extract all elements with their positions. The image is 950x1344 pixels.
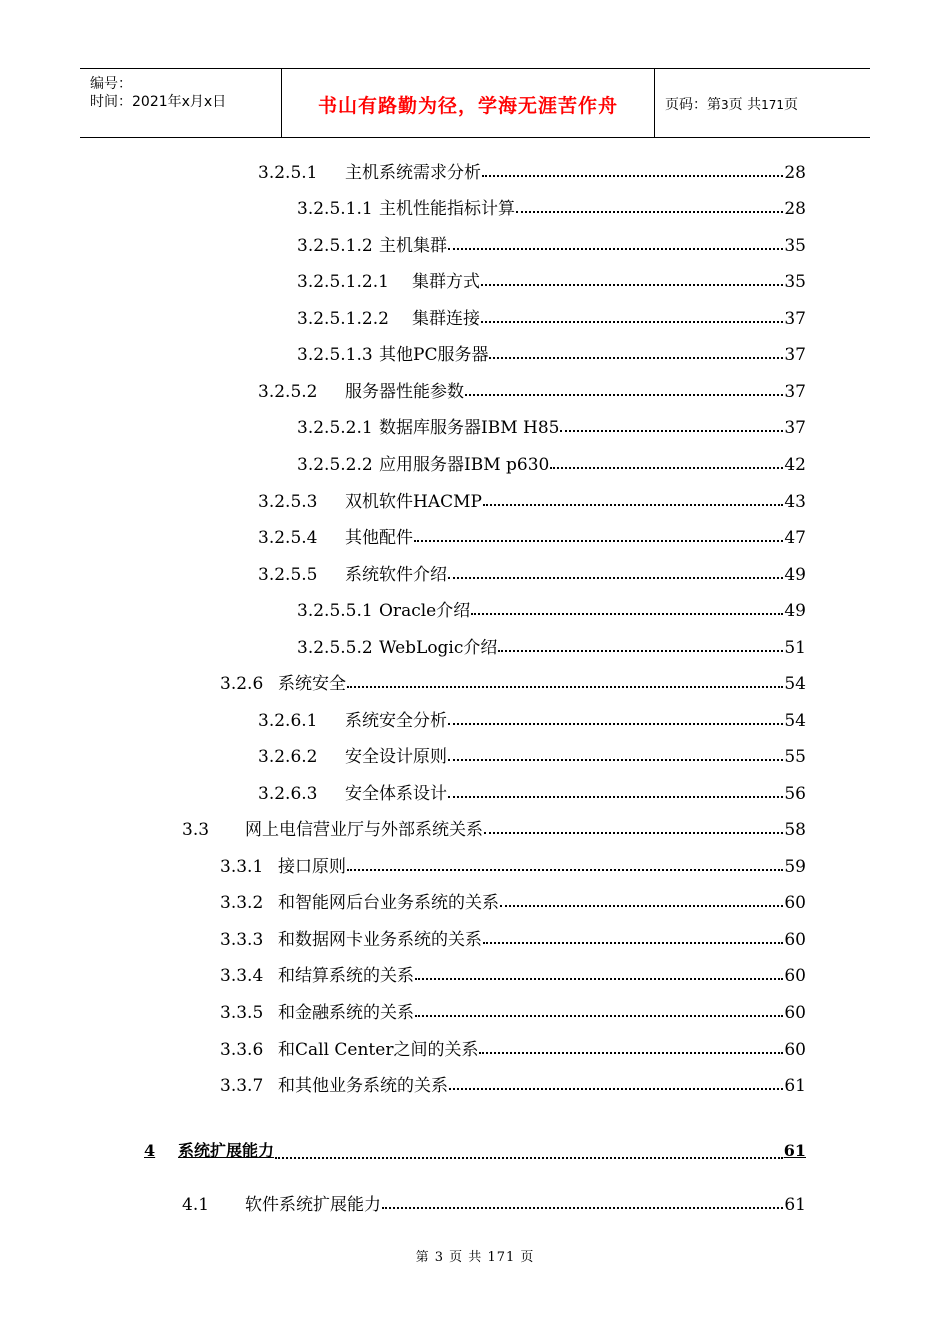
- toc-number: 3.2.5.1.2.1: [297, 272, 389, 292]
- toc-page: 42: [784, 455, 806, 475]
- toc-page: 37: [784, 309, 806, 329]
- toc-leader: [484, 832, 783, 834]
- toc-leader: [448, 796, 783, 798]
- toc-entry[interactable]: [220, 998, 806, 1024]
- footer-page: 3: [434, 1250, 445, 1265]
- toc-leader: [500, 905, 783, 907]
- toc-page: 47: [784, 528, 806, 548]
- toc-entry[interactable]: [182, 815, 806, 841]
- toc-title: 软件系统扩展能力: [245, 1195, 381, 1215]
- toc-title: Oracle介绍: [379, 601, 471, 621]
- footer-total: 171: [487, 1250, 516, 1265]
- toc-title: 和Call Center之间的关系: [278, 1040, 479, 1060]
- toc-page: 28: [784, 199, 806, 219]
- toc-leader: [414, 540, 783, 542]
- toc-number: 3.2.5.5: [258, 565, 318, 585]
- toc-entry[interactable]: [220, 961, 806, 987]
- toc-number: 3.2.6.2: [258, 747, 318, 767]
- toc-number: 3.2.5.1.2: [297, 236, 373, 256]
- toc-leader: [347, 869, 783, 871]
- toc-leader: [550, 467, 783, 469]
- toc-entry[interactable]: [220, 852, 806, 878]
- toc-entry[interactable]: [220, 1071, 806, 1097]
- toc-page: 55: [784, 747, 806, 767]
- toc-number: 3.3.1: [220, 857, 264, 877]
- toc-title: 接口原则: [278, 857, 346, 877]
- toc-page: 28: [784, 163, 806, 183]
- toc-entry[interactable]: [297, 413, 806, 439]
- toc-number: 3.3.7: [220, 1076, 264, 1096]
- page-total: 171: [761, 98, 784, 112]
- header-motto: 书山有路勤为径，学海无涯苦作舟: [317, 95, 618, 117]
- toc-leader: [481, 284, 783, 286]
- toc-leader: [448, 577, 783, 579]
- toc-title: 系统扩展能力: [178, 1141, 275, 1160]
- toc-number: 3.2.5.5.2: [297, 638, 373, 658]
- toc-leader: [448, 248, 783, 250]
- toc-leader: [489, 357, 783, 359]
- toc-number: 3.3.4: [220, 966, 264, 986]
- toc-page: 54: [784, 674, 806, 694]
- toc-title: 和数据网卡业务系统的关系: [278, 930, 482, 950]
- toc-entry[interactable]: [220, 888, 806, 914]
- toc-number: 3.2.5.4: [258, 528, 318, 548]
- toc-entry[interactable]: [258, 706, 806, 732]
- toc-number: 3.3: [182, 820, 210, 840]
- toc-entry[interactable]: [297, 450, 806, 476]
- toc-number: 3.2.5.2.2: [297, 455, 373, 475]
- toc-entry[interactable]: [182, 1190, 806, 1216]
- toc-title: 数据库服务器IBM H85: [379, 418, 560, 438]
- toc-leader: [465, 394, 783, 396]
- toc-number: 3.2.5.2.1: [297, 418, 373, 438]
- toc-page: 56: [784, 784, 806, 804]
- toc-leader: [415, 1015, 783, 1017]
- footer-prefix: 第: [415, 1250, 430, 1265]
- toc-title: 集群连接: [412, 309, 480, 329]
- toc-entry-chapter[interactable]: [144, 1138, 806, 1164]
- document-date: 时间：2021年x月x日: [90, 94, 227, 110]
- toc-page: 51: [784, 638, 806, 658]
- toc-title: 其他PC服务器: [379, 345, 489, 365]
- page-footer: [0, 1246, 950, 1265]
- toc-leader: [483, 504, 783, 506]
- toc-entry[interactable]: [297, 340, 806, 366]
- toc-page: 60: [784, 893, 806, 913]
- toc-leader: [448, 723, 783, 725]
- toc-number: 3.2.5.1.3: [297, 345, 373, 365]
- toc-page: 35: [784, 236, 806, 256]
- toc-leader: [560, 430, 783, 432]
- toc-entry[interactable]: [220, 1035, 806, 1061]
- toc-leader: [481, 321, 783, 323]
- toc-number: 3.2.6.1: [258, 711, 318, 731]
- toc-page: 59: [784, 857, 806, 877]
- toc-leader: [482, 175, 783, 177]
- toc-entry[interactable]: [297, 267, 806, 293]
- toc-page: 61: [783, 1141, 806, 1160]
- document-number-label: 编号：: [90, 76, 132, 92]
- toc-leader: [471, 613, 783, 615]
- toc-title: 系统安全分析: [345, 711, 447, 731]
- page-number: 3: [721, 98, 729, 112]
- toc-entry[interactable]: [220, 669, 806, 695]
- toc-leader: [498, 650, 783, 652]
- toc-title: 安全设计原则: [345, 747, 447, 767]
- toc-page: 60: [784, 930, 806, 950]
- toc-title: 服务器性能参数: [345, 382, 464, 402]
- toc-number: 3.2.5.5.1: [297, 601, 373, 621]
- toc-title: 和智能网后台业务系统的关系: [278, 893, 499, 913]
- toc-entry[interactable]: [297, 231, 806, 257]
- toc-title: 系统安全: [278, 674, 346, 694]
- toc-number: 4.1: [182, 1195, 210, 1215]
- toc-title: 主机系统需求分析: [345, 163, 481, 183]
- toc-number: 3.2.5.3: [258, 492, 318, 512]
- toc-leader: [275, 1157, 783, 1159]
- toc-page: 61: [784, 1076, 806, 1096]
- toc-entry[interactable]: [258, 377, 806, 403]
- toc-page: 60: [784, 1040, 806, 1060]
- footer-suffix: 页: [520, 1250, 535, 1265]
- toc-entry[interactable]: [258, 560, 806, 586]
- toc-title: 主机性能指标计算: [379, 199, 515, 219]
- toc-title: 应用服务器IBM p630: [379, 455, 550, 475]
- toc-page: 37: [784, 345, 806, 365]
- toc-number: 3.3.3: [220, 930, 264, 950]
- footer-mid: 页 共: [449, 1250, 483, 1265]
- toc-page: 37: [784, 382, 806, 402]
- toc-page: 60: [784, 966, 806, 986]
- toc-number: 3.3.6: [220, 1040, 264, 1060]
- toc-entry[interactable]: [297, 596, 806, 622]
- toc-leader: [516, 211, 783, 213]
- toc-page: 35: [784, 272, 806, 292]
- toc-entry[interactable]: [297, 633, 806, 659]
- toc-title: WebLogic介绍: [379, 638, 498, 658]
- toc-leader: [483, 942, 783, 944]
- toc-title: 其他配件: [345, 528, 413, 548]
- toc-leader: [347, 686, 783, 688]
- toc-page: 54: [784, 711, 806, 731]
- toc-page: 43: [784, 492, 806, 512]
- toc-number: 3.2.6: [220, 674, 264, 694]
- page-mid: 页 共: [728, 97, 762, 113]
- toc-number: 3.2.6.3: [258, 784, 318, 804]
- toc-title: 网上电信营业厅与外部系统关系: [245, 820, 483, 840]
- toc-entry[interactable]: [258, 158, 806, 184]
- toc-leader: [479, 1052, 783, 1054]
- toc-number: 3.2.5.1: [258, 163, 318, 183]
- toc-number: 3.3.2: [220, 893, 264, 913]
- toc-title: 和金融系统的关系: [278, 1003, 414, 1023]
- page-prefix: 页码：第: [665, 97, 721, 113]
- toc-leader: [449, 1088, 783, 1090]
- toc-entry[interactable]: [220, 925, 806, 951]
- toc-title: 集群方式: [412, 272, 480, 292]
- toc-title: 安全体系设计: [345, 784, 447, 804]
- toc-entry[interactable]: [297, 304, 806, 330]
- toc-number: 3.2.5.1.2.2: [297, 309, 389, 329]
- toc-number: 4: [144, 1141, 156, 1160]
- toc-title: 和其他业务系统的关系: [278, 1076, 448, 1096]
- toc-leader: [415, 978, 783, 980]
- toc-leader: [448, 759, 783, 761]
- toc-page: 37: [784, 418, 806, 438]
- toc-entry[interactable]: [297, 194, 806, 220]
- toc-title: 系统软件介绍: [345, 565, 447, 585]
- toc-entry[interactable]: [258, 523, 806, 549]
- toc-entry[interactable]: [258, 779, 806, 805]
- page-suffix: 页: [784, 97, 798, 113]
- toc-title: 主机集群: [379, 236, 447, 256]
- toc-entry[interactable]: [258, 487, 806, 513]
- toc-number: 3.2.5.1.1: [297, 199, 373, 219]
- toc-entry[interactable]: [258, 742, 806, 768]
- toc-leader: [382, 1207, 783, 1209]
- toc-page: 49: [784, 565, 806, 585]
- toc-title: 双机软件HACMP: [345, 492, 482, 512]
- toc-page: 58: [784, 820, 806, 840]
- toc-number: 3.2.5.2: [258, 382, 318, 402]
- toc-page: 61: [784, 1195, 806, 1215]
- toc-number: 3.3.5: [220, 1003, 264, 1023]
- toc-page: 60: [784, 1003, 806, 1023]
- toc-page: 49: [784, 601, 806, 621]
- toc-title: 和结算系统的关系: [278, 966, 414, 986]
